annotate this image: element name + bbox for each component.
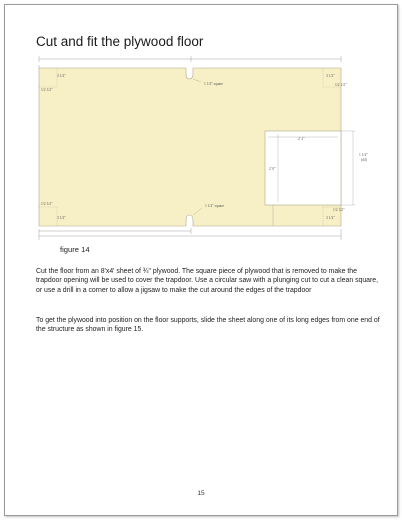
dim-top-right-inset: 3 1/2" xyxy=(326,74,335,78)
trapdoor-opening xyxy=(265,131,341,205)
dim-top-right-edge: 1/2 1/2" xyxy=(335,83,347,87)
bottom-dimension-lines xyxy=(39,228,341,240)
plywood-floor-diagram xyxy=(5,5,397,245)
instruction-paragraph-2: To get the plywood into position on the floor supports, slide the sheet along one of its long edges from one end of the structure as shown in figure 15. xyxy=(36,317,380,334)
dim-notch-top: 1 1/2" square xyxy=(204,82,224,86)
dim-bottom-right-inset: 3 1/2" xyxy=(326,216,335,220)
figure-caption: figure 14 xyxy=(60,245,90,254)
dim-top-left-inset: 3 1/2" xyxy=(57,74,66,78)
dim-bottom-right-edge: 1/2 1/2" xyxy=(333,208,345,212)
document-page xyxy=(4,4,398,516)
page-number: 15 xyxy=(197,490,205,497)
dim-opening-width: 2' 2" xyxy=(298,137,305,141)
dim-bottom-left-edge: 1/2 1/2" xyxy=(41,202,53,206)
dim-bottom-left-inset: 3 1/2" xyxy=(57,216,66,220)
dim-opening-height: 2' 0" xyxy=(269,167,276,171)
instruction-paragraph-1: Cut the floor from an 8'x4' sheet of ¾" plywood. The square piece of plywood that is removed to make the trapdoor opening will be used to cover the trapdoor. Use a circular saw with a plunging cut to cut a clean square, or use a drill in a corner to allow a jigsaw to make the cut around the edges of the trapdoor xyxy=(36,268,379,294)
page-title: Cut and fit the plywood floor xyxy=(36,34,204,49)
top-dimension-lines xyxy=(39,56,341,69)
dim-opening-side-a: 1 1/2" xyxy=(359,153,368,157)
dim-opening-side-b: (d4) xyxy=(361,158,367,162)
dim-notch-bottom: 1 1/2" square xyxy=(205,204,225,208)
dim-top-left-edge: 1/2 1/2" xyxy=(41,88,53,92)
